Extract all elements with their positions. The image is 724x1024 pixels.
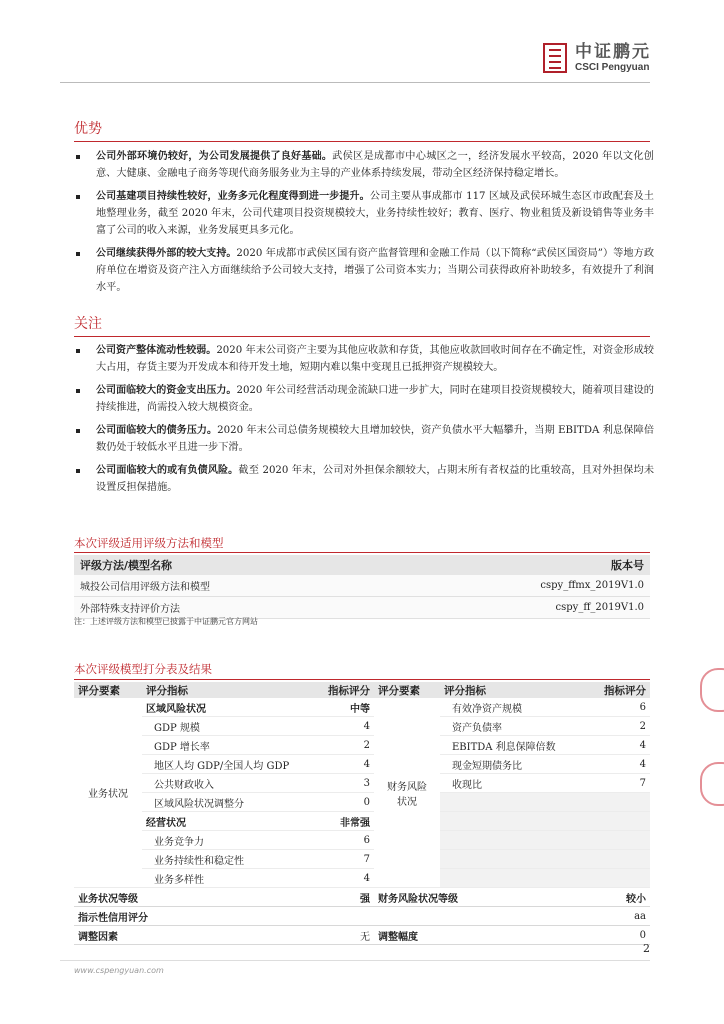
business-indicator-score: 0 (312, 793, 374, 812)
business-indicator: 地区人均 GDP/全国人均 GDP (142, 755, 312, 774)
business-indicator: GDP 规模 (142, 717, 312, 736)
indicative-score-value: aa (312, 907, 650, 926)
logo-en-text: CSCI Pengyuan (575, 62, 650, 73)
concern-item (74, 462, 654, 496)
financial-indicator (440, 831, 590, 850)
method-version: cspy_ff_2019V1.0 (392, 597, 650, 619)
financial-indicator (440, 850, 590, 869)
factor-header: 评分要素 (74, 682, 142, 698)
strengths-title: 优势 (74, 121, 102, 137)
concern-item-lead: 公司面临较大的债务压力。 (96, 425, 218, 436)
adjust-factor-label: 调整因素 (74, 926, 312, 945)
financial-indicator: 现金短期债务比 (440, 755, 590, 774)
score-row (74, 755, 650, 774)
financial-indicator-score: 2 (590, 717, 650, 736)
business-level-value: 强 (312, 888, 374, 907)
concern-item (74, 342, 654, 376)
financial-level-value: 较小 (590, 888, 650, 907)
business-indicator-score: 4 (312, 869, 374, 888)
business-indicator: 业务竞争力 (142, 831, 312, 850)
score-row (74, 850, 650, 869)
header-divider (60, 82, 650, 83)
business-indicator: GDP 增长率 (142, 736, 312, 755)
methods-divider (74, 552, 650, 553)
business-indicator: 经营状况 (142, 812, 312, 831)
score-row (74, 774, 650, 793)
business-indicator-score: 4 (312, 755, 374, 774)
strength-item-lead: 公司外部环境仍较好，为公司发展提供了良好基础。 (96, 151, 333, 162)
method-row (74, 575, 650, 597)
concern-item-lead: 公司资产整体流动性较弱。 (96, 345, 217, 356)
seal-stamp-fragment (700, 668, 724, 712)
concern-item-lead: 公司面临较大的或有负债风险。 (96, 465, 239, 476)
concern-item-text: 截至 2020 年末，公司对外担保余额较大，占期末所有者权益的比重较高，且对外担保均未设置反担保措施。 (96, 465, 655, 493)
score-row (74, 736, 650, 755)
business-indicator-score: 中等 (312, 698, 374, 717)
financial-indicator-score (590, 869, 650, 888)
score-row (74, 812, 650, 831)
pengyuan-logo-icon (543, 43, 567, 73)
strengths-list (74, 148, 654, 302)
business-category: 业务状况 (74, 698, 142, 888)
indicator-header: 评分指标 (142, 682, 312, 698)
strengths-divider (74, 141, 650, 142)
financial-indicator: 资产负债率 (440, 717, 590, 736)
method-version: cspy_ffmx_2019V1.0 (392, 575, 650, 597)
score-row (74, 698, 650, 717)
financial-category-label: 财务风险状况 (387, 781, 427, 808)
methods-note: 注：上述评级方法和模型已披露于中证鹏元官方网站 (74, 617, 258, 626)
financial-indicator (440, 812, 590, 831)
adjust-range-value: 0 (590, 926, 650, 945)
method-name: 外部特殊支持评价方法 (74, 597, 392, 619)
business-indicator: 区域风险状况 (142, 698, 312, 717)
strength-item-text: 公司主要从事成都市 117 区域及武侯环城生态区市政配套及土地整理业务，截至 2020 年末，公司代建项目投资规模较大，业务持续性较好；教育、医疗、物业租赁及新设销售等业务丰富了公司的收入来源，业务发展更具多元化。 (96, 191, 654, 236)
scoring-divider (74, 679, 650, 680)
financial-indicator: 收现比 (440, 774, 590, 793)
method-name: 城投公司信用评级方法和模型 (74, 575, 392, 597)
strength-item (74, 148, 654, 182)
seal-stamp-fragment (700, 762, 724, 806)
financial-indicator-score (590, 812, 650, 831)
strength-item-lead: 公司基建项目持续性较好，业务多元化程度得到进一步提升。 (96, 191, 370, 202)
score-row (74, 869, 650, 888)
logo-cn-text: 中证鹏元 (575, 42, 651, 62)
business-indicator-score: 3 (312, 774, 374, 793)
strength-item-text: 2020 年成都市武侯区国有资产监督管理和金融工作局（以下简称“武侯区国资局”）等地方政府单位在增资及资产注入方面继续给予公司较大支持，增强了公司资本实力；当期公司获得政府补助较多，有效提升了利润水平。 (96, 248, 655, 293)
methods-table (74, 555, 650, 619)
concerns-divider (74, 336, 650, 337)
financial-indicator-score: 4 (590, 755, 650, 774)
indicative-score-label: 指示性信用评分 (74, 907, 312, 926)
scoring-table (74, 682, 650, 945)
financial-indicator-score (590, 793, 650, 812)
concern-item-text: 2020 年公司经营活动现金流缺口进一步扩大，同时在建项目投资规模较大，随着项目建设的持续推进，尚需投入较大规模资金。 (96, 385, 654, 413)
financial-category (374, 698, 440, 888)
concerns-title: 关注 (74, 316, 102, 332)
business-indicator-score: 7 (312, 850, 374, 869)
financial-indicator: EBITDA 利息保障倍数 (440, 736, 590, 755)
company-logo (543, 42, 651, 74)
strength-item-text: 武侯区是成都市中心城区之一，经济发展水平较高，2020 年以文化创意、大健康、金融电子商务等现代商务服务业为主导的产业体系持续发展，带动全区经济保持稳定增长。 (96, 151, 654, 179)
concerns-list (74, 342, 654, 502)
adjust-factor-value: 无 (312, 926, 374, 945)
business-indicator-score: 6 (312, 831, 374, 850)
business-indicator-score: 2 (312, 736, 374, 755)
score-row (74, 831, 650, 850)
business-level-label: 业务状况等级 (74, 888, 312, 907)
business-indicator-score: 非常强 (312, 812, 374, 831)
financial-indicator-score (590, 831, 650, 850)
footer-url: www.cspengyuan.com (74, 966, 164, 975)
score-row (74, 717, 650, 736)
scoring-title: 本次评级模型打分表及结果 (74, 662, 212, 676)
financial-indicator-score: 4 (590, 736, 650, 755)
financial-indicator-score: 7 (590, 774, 650, 793)
factor2-header: 评分要素 (374, 682, 440, 698)
business-indicator: 区域风险状况调整分 (142, 793, 312, 812)
score-header: 指标评分 (312, 682, 374, 698)
concern-item (74, 382, 654, 416)
concern-item-text: 2020 年末公司资产主要为其他应收款和存货，其他应收款回收时间存在不确定性，对资金形成较大占用，存货主要为开发成本和待开发土地，短期内难以集中变现且已抵押资产规模较大。 (96, 345, 654, 373)
strength-item (74, 188, 654, 239)
financial-indicator (440, 793, 590, 812)
page-number: 2 (643, 942, 650, 955)
concern-item (74, 422, 654, 456)
business-indicator: 公共财政收入 (142, 774, 312, 793)
strength-item (74, 245, 654, 296)
business-indicator-score: 4 (312, 717, 374, 736)
concern-item-text: 2020 年末公司总债务规模较大且增加较快，资产负债水平大幅攀升，当期 EBITDA 利息保障倍数仍处于较低水平且进一步下滑。 (96, 425, 655, 453)
method-version-header: 版本号 (392, 555, 650, 575)
financial-indicator (440, 869, 590, 888)
indicator2-header: 评分指标 (440, 682, 590, 698)
financial-indicator-score (590, 850, 650, 869)
score-row (74, 793, 650, 812)
concern-item-lead: 公司面临较大的资金支出压力。 (96, 385, 237, 396)
financial-level-label: 财务风险状况等级 (374, 888, 590, 907)
business-indicator: 业务多样性 (142, 869, 312, 888)
financial-indicator-score: 6 (590, 698, 650, 717)
footer-divider (60, 960, 650, 961)
strength-item-lead: 公司继续获得外部的较大支持。 (96, 248, 237, 259)
adjust-range-label: 调整幅度 (374, 926, 590, 945)
business-indicator: 业务持续性和稳定性 (142, 850, 312, 869)
score2-header: 指标评分 (590, 682, 650, 698)
financial-indicator: 有效净资产规模 (440, 698, 590, 717)
methods-title: 本次评级适用评级方法和模型 (74, 536, 224, 550)
method-name-header: 评级方法/模型名称 (74, 555, 392, 575)
